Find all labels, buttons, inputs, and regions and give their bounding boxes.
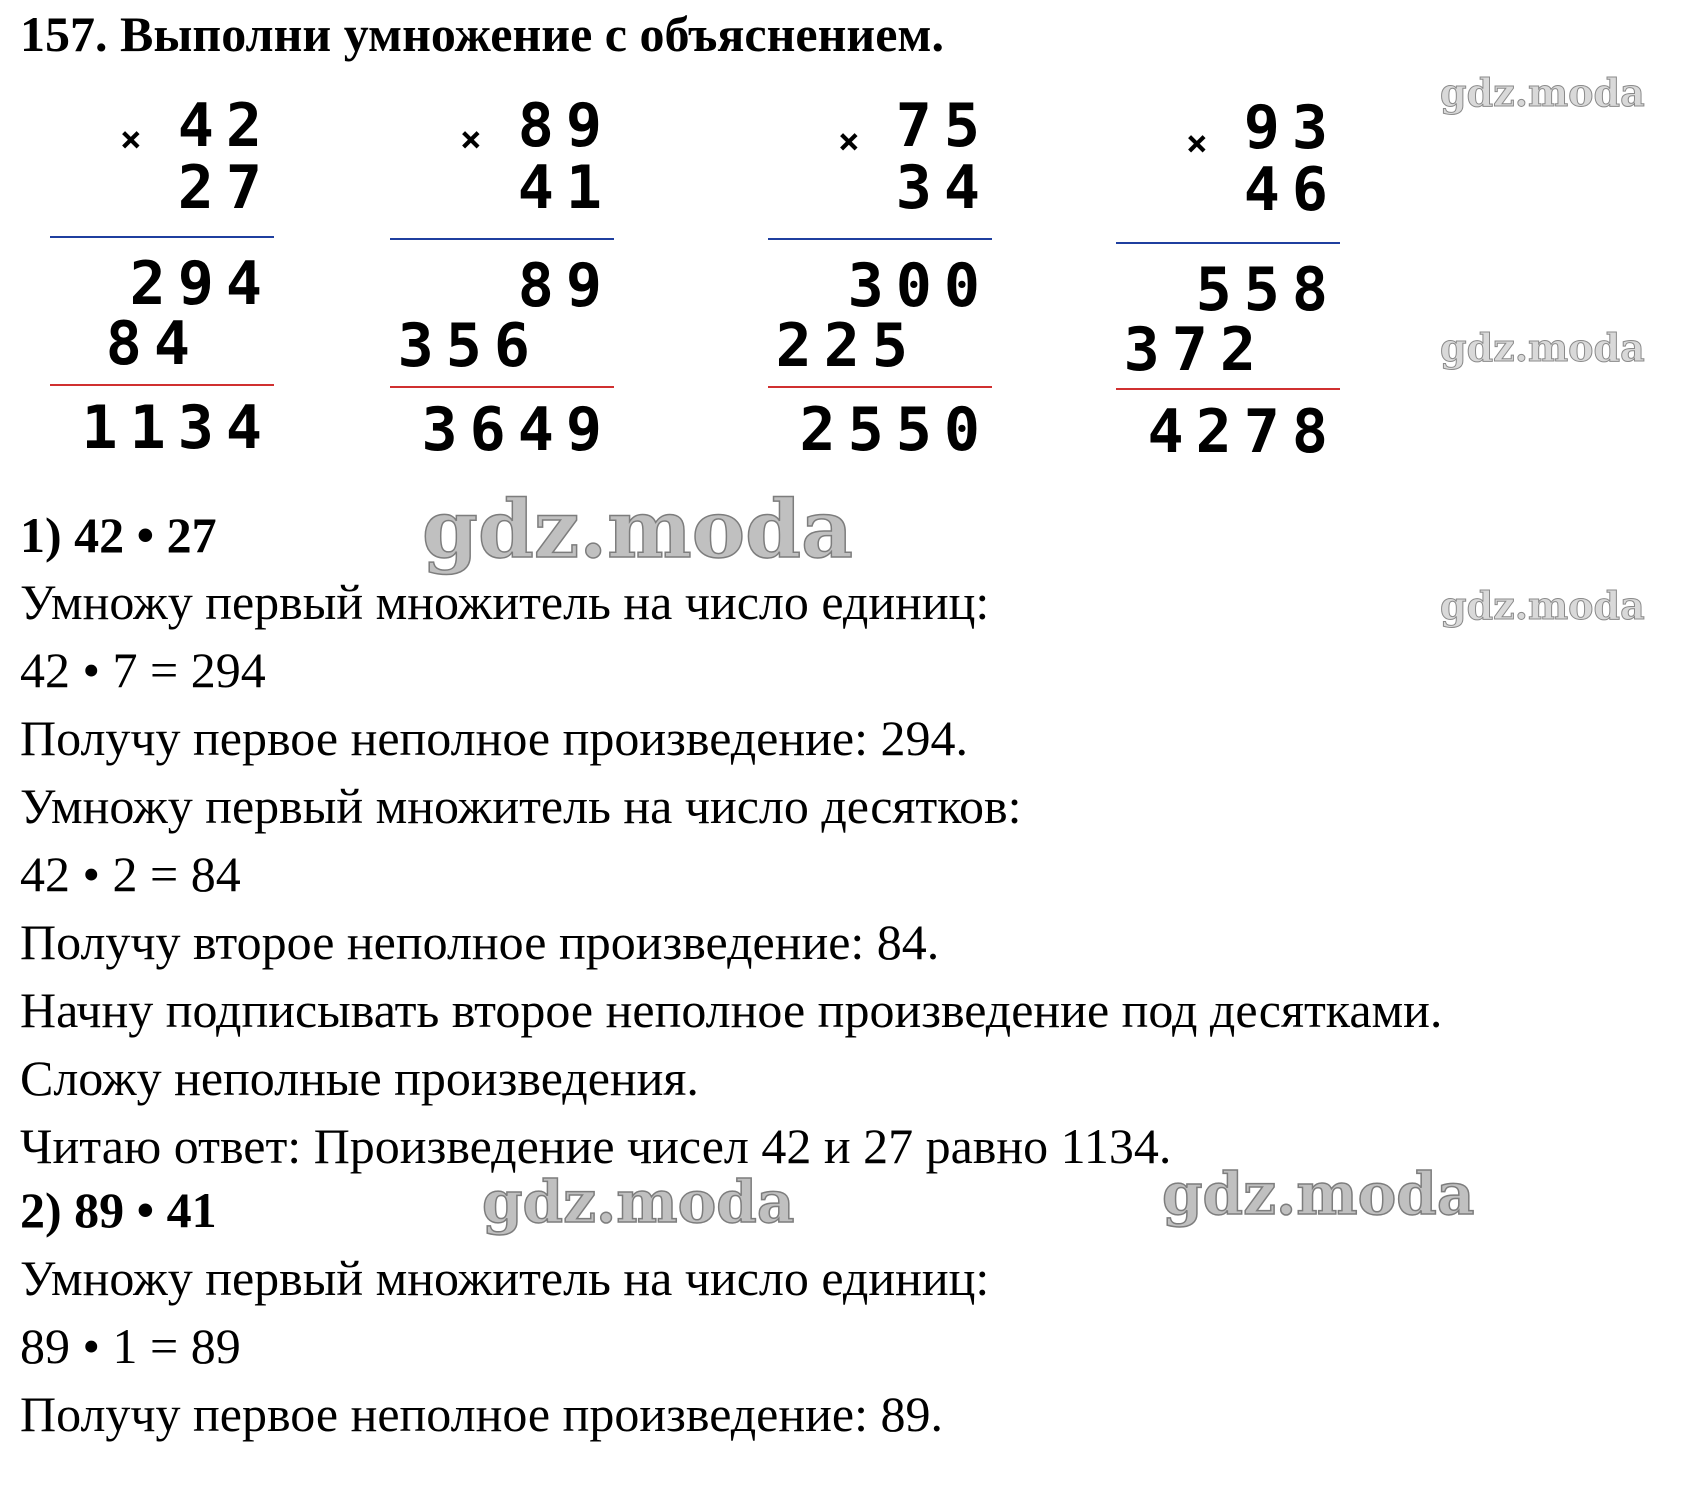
multiplicand: 75 [895,91,992,161]
text-line: 89 • 1 = 89 [20,1318,241,1374]
multiplier: 46 [1243,155,1340,225]
multiply-sign: × [1186,123,1208,164]
multiplicand: 42 [177,91,274,161]
text-line: Умножу первый множитель на число единиц: [20,574,990,630]
watermark: gdz.moda [422,482,853,576]
task-title: 157. Выполни умножение с объяснением. [20,6,944,62]
text-line: Умножу первый множитель на число десятков: [20,778,1022,834]
text-line: Получу первое неполное произведение: 89. [20,1386,943,1442]
example-heading: 1) 42 • 27 [20,507,217,563]
watermark: gdz.moda [482,1168,795,1236]
multiplier: 34 [895,153,992,223]
underline-second [390,386,614,388]
underline-first [768,238,992,240]
watermark: gdz.moda [1440,583,1645,628]
watermark: gdz.moda [1440,70,1645,115]
final-product: 4278 [1147,397,1340,467]
watermark: gdz.moda [1162,1160,1475,1228]
partial-product-2: 225 [775,311,920,381]
partial-product-2: 356 [397,311,542,381]
multiply-sign: × [838,121,860,162]
text-line: 42 • 7 = 294 [20,642,266,698]
underline-second [1116,388,1340,390]
underline-first [1116,242,1340,244]
multiplicand: 93 [1243,93,1340,163]
partial-product-1: 294 [129,249,274,319]
multiply-sign: × [460,119,482,160]
text-line: Читаю ответ: Произведение чисел 42 и 27 равно 1134. [20,1118,1172,1174]
multiplication-column-4 [1116,93,1340,467]
text-line: Умножу первый множитель на число единиц: [20,1250,990,1306]
multiplication-column-2 [390,91,614,466]
multiplication-column-3 [768,91,992,466]
final-product: 1134 [81,393,274,463]
underline-first [50,236,274,238]
example-heading: 2) 89 • 41 [20,1182,217,1238]
multiplier: 27 [177,153,274,223]
text-line: 42 • 2 = 84 [20,846,241,902]
text-line: Получу второе неполное произведение: 84. [20,914,940,970]
partial-product-1: 89 [517,251,614,321]
underline-second [50,384,274,386]
text-line: Сложу неполные произведения. [20,1050,699,1106]
multiply-sign: × [120,119,142,160]
partial-product-1: 300 [847,251,992,321]
underline-second [768,386,992,388]
multiplication-column-1 [50,91,274,466]
multiplicand: 89 [517,91,614,161]
text-line: Получу первое неполное произведение: 294. [20,710,968,766]
watermark: gdz.moda [1440,325,1645,370]
multiplier: 41 [517,153,614,223]
underline-first [390,238,614,240]
partial-product-1: 558 [1195,255,1340,325]
partial-product-2: 372 [1123,315,1268,385]
partial-product-2: 84 [105,309,202,379]
final-product: 3649 [421,395,614,465]
text-line: Начну подписывать второе неполное произведение под десятками. [20,982,1443,1038]
final-product: 2550 [799,395,992,465]
